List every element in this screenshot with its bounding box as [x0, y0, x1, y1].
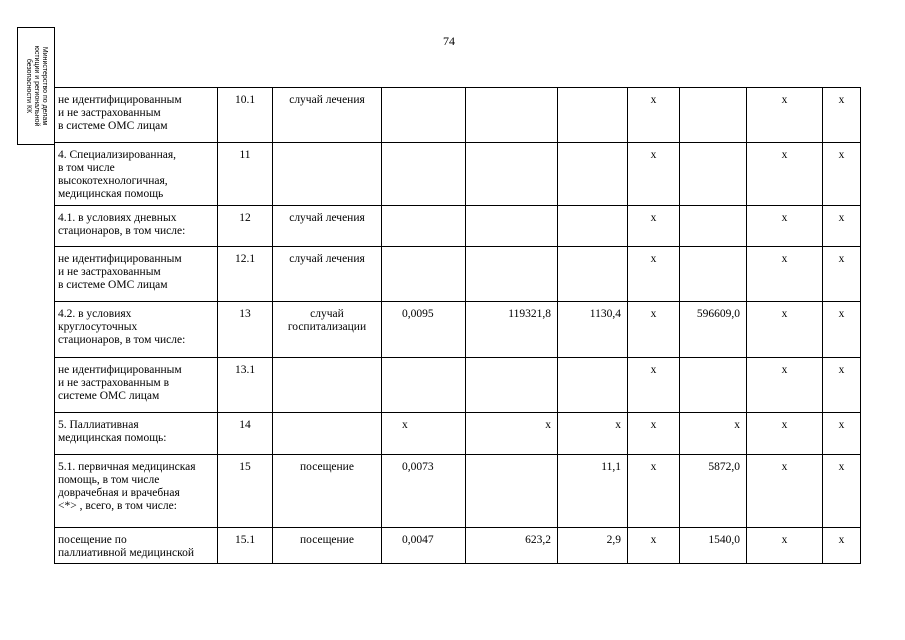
total-budget-cell-text: 5872,0: [708, 461, 740, 473]
stamp-line-2: юстиции и региональной: [33, 45, 40, 127]
volume-norm-cell-text: 0,0073: [402, 461, 434, 473]
table-row: [55, 358, 861, 413]
row-number-cell-text: 10.1: [234, 94, 256, 106]
share-cell-text: x: [838, 94, 845, 106]
per-capita-oms-cell: [628, 302, 680, 358]
row-name-cell: [55, 528, 218, 564]
registration-stamp: [17, 27, 55, 145]
table-row: [55, 528, 861, 564]
table-row: [55, 302, 861, 358]
per-capita-budget-cell: [558, 88, 628, 143]
cost-norm-cell: [466, 88, 558, 143]
row-name-cell-text: 4.1. в условиях дневных стационаров, в том числе:: [58, 212, 186, 237]
share-cell-text: x: [838, 308, 845, 320]
volume-norm-cell: [382, 302, 466, 358]
row-name-cell-text: 5.1. первичная медицинская помощь, в том числе доврачебная и врачебная <*> , всего, в том числе:: [58, 461, 196, 512]
share-cell: [823, 88, 861, 143]
unit-cell: [273, 302, 382, 358]
volume-norm-cell-text: x: [402, 419, 408, 431]
row-number-cell-text: 13.1: [234, 364, 256, 376]
row-name-cell: [55, 206, 218, 247]
stamp-text: [24, 30, 48, 142]
unit-cell-text: случай лечения: [289, 212, 365, 224]
share-cell: [823, 413, 861, 455]
share-cell: [823, 143, 861, 206]
row-name-cell-text: не идентифицированным и не застрахованным в системе ОМС лицам: [58, 253, 182, 291]
page-number: 74: [443, 34, 455, 48]
total-budget-cell: [680, 206, 747, 247]
total-oms-cell-text: x: [781, 419, 788, 431]
per-capita-budget-cell: [558, 455, 628, 528]
row-number-cell: [218, 528, 273, 564]
per-capita-budget-cell: [558, 247, 628, 302]
volume-norm-cell: [382, 206, 466, 247]
row-name-cell-text: 4. Специализированная, в том числе высокотехнологичная, медицинская помощь: [58, 149, 176, 200]
row-name-cell-text: посещение по паллиативной медицинской: [58, 534, 195, 559]
per-capita-budget-cell: [558, 358, 628, 413]
per-capita-oms-cell-text: x: [650, 212, 657, 224]
total-oms-cell-text: x: [781, 364, 788, 376]
per-capita-oms-cell-text: x: [650, 94, 657, 106]
per-capita-oms-cell: [628, 206, 680, 247]
cost-norm-cell-text: 119321,8: [508, 308, 551, 320]
row-name-cell: [55, 247, 218, 302]
row-number-cell: [218, 302, 273, 358]
row-number-cell-text: 15.1: [234, 534, 256, 546]
cost-norm-cell: [466, 247, 558, 302]
total-oms-cell: [747, 206, 823, 247]
total-budget-cell-text: x: [734, 419, 740, 431]
total-oms-cell: [747, 528, 823, 564]
per-capita-budget-cell-text: 1130,4: [589, 308, 621, 320]
unit-cell: [273, 358, 382, 413]
cost-norm-cell-text: 623,2: [525, 534, 551, 546]
share-cell-text: x: [838, 253, 845, 265]
share-cell: [823, 455, 861, 528]
unit-cell: [273, 455, 382, 528]
total-oms-cell: [747, 88, 823, 143]
row-name-cell-text: 4.2. в условиях круглосуточных стационаров, в том числе:: [58, 308, 186, 346]
volume-norm-cell: [382, 358, 466, 413]
unit-cell-text: посещение: [300, 534, 354, 546]
cost-norm-cell-text: x: [545, 419, 551, 431]
cost-norm-cell: [466, 413, 558, 455]
per-capita-budget-cell: [558, 413, 628, 455]
per-capita-oms-cell-text: x: [650, 364, 657, 376]
unit-cell: [273, 143, 382, 206]
row-number-cell-text: 12: [239, 212, 251, 224]
total-oms-cell-text: x: [781, 253, 788, 265]
unit-cell-text: случай госпитализации: [287, 308, 367, 333]
total-oms-cell-text: x: [781, 212, 788, 224]
total-budget-cell: [680, 358, 747, 413]
row-number-cell: [218, 413, 273, 455]
row-name-cell: [55, 143, 218, 206]
share-cell: [823, 302, 861, 358]
row-name-cell: [55, 88, 218, 143]
unit-cell-text: посещение: [300, 461, 354, 473]
unit-cell-text: случай лечения: [289, 94, 365, 106]
share-cell: [823, 358, 861, 413]
per-capita-budget-cell: [558, 302, 628, 358]
total-oms-cell-text: x: [781, 461, 788, 473]
per-capita-oms-cell: [628, 413, 680, 455]
share-cell-text: x: [838, 461, 845, 473]
total-budget-cell: [680, 88, 747, 143]
unit-cell: [273, 528, 382, 564]
row-number-cell: [218, 206, 273, 247]
per-capita-oms-cell-text: x: [650, 149, 657, 161]
volume-norm-cell: [382, 528, 466, 564]
share-cell-text: x: [838, 364, 845, 376]
table-row: [55, 247, 861, 302]
table-row: [55, 206, 861, 247]
table-row: [55, 455, 861, 528]
cost-norm-cell: [466, 455, 558, 528]
row-name-cell: [55, 302, 218, 358]
per-capita-oms-cell-text: x: [650, 253, 657, 265]
row-number-cell-text: 13: [239, 308, 251, 320]
row-name-cell: [55, 455, 218, 528]
stamp-line-3: безопасности КК: [25, 58, 32, 114]
total-oms-cell: [747, 302, 823, 358]
row-number-cell: [218, 143, 273, 206]
total-oms-cell-text: x: [781, 308, 788, 320]
volume-norm-cell: [382, 88, 466, 143]
per-capita-budget-cell: [558, 206, 628, 247]
row-number-cell-text: 12.1: [234, 253, 256, 265]
row-number-cell-text: 15: [239, 461, 251, 473]
total-budget-cell: [680, 413, 747, 455]
share-cell: [823, 206, 861, 247]
share-cell-text: x: [838, 534, 845, 546]
total-budget-cell: [680, 143, 747, 206]
total-budget-cell: [680, 302, 747, 358]
total-oms-cell-text: x: [781, 149, 788, 161]
row-number-cell: [218, 358, 273, 413]
table-row: [55, 413, 861, 455]
per-capita-oms-cell-text: x: [650, 308, 657, 320]
share-cell: [823, 528, 861, 564]
row-number-cell: [218, 455, 273, 528]
row-number-cell-text: 14: [239, 419, 251, 431]
unit-cell: [273, 206, 382, 247]
per-capita-oms-cell: [628, 455, 680, 528]
row-number-cell-text: 11: [239, 149, 251, 161]
per-capita-budget-cell-text: 11,1: [601, 461, 621, 473]
per-capita-budget-cell: [558, 143, 628, 206]
total-budget-cell: [680, 455, 747, 528]
cost-norm-cell: [466, 143, 558, 206]
volume-norm-cell: [382, 143, 466, 206]
per-capita-oms-cell: [628, 88, 680, 143]
unit-cell: [273, 247, 382, 302]
table-row: [55, 88, 861, 143]
volume-norm-cell: [382, 455, 466, 528]
per-capita-oms-cell: [628, 528, 680, 564]
total-oms-cell: [747, 413, 823, 455]
per-capita-oms-cell: [628, 143, 680, 206]
row-name-cell-text: не идентифицированным и не застрахованным в системе ОМС лицам: [58, 364, 182, 402]
volume-norm-cell: [382, 247, 466, 302]
share-cell: [823, 247, 861, 302]
per-capita-budget-cell-text: x: [615, 419, 621, 431]
total-oms-cell-text: x: [781, 534, 788, 546]
norms-table: [54, 87, 861, 564]
row-name-cell: [55, 413, 218, 455]
per-capita-oms-cell: [628, 358, 680, 413]
per-capita-oms-cell-text: x: [650, 419, 657, 431]
share-cell-text: x: [838, 212, 845, 224]
cost-norm-cell: [466, 302, 558, 358]
share-cell-text: x: [838, 149, 845, 161]
cost-norm-cell: [466, 358, 558, 413]
row-name-cell-text: 5. Паллиативная медицинская помощь:: [58, 419, 167, 444]
total-oms-cell: [747, 247, 823, 302]
cost-norm-cell: [466, 528, 558, 564]
stamp-line-1: Министерство по делам: [41, 46, 48, 126]
total-oms-cell: [747, 455, 823, 528]
total-budget-cell: [680, 247, 747, 302]
total-oms-cell: [747, 358, 823, 413]
unit-cell-text: случай лечения: [289, 253, 365, 265]
per-capita-budget-cell-text: 2,9: [606, 534, 621, 546]
total-oms-cell-text: x: [781, 94, 788, 106]
per-capita-oms-cell: [628, 247, 680, 302]
row-name-cell: [55, 358, 218, 413]
per-capita-budget-cell: [558, 528, 628, 564]
cost-norm-cell: [466, 206, 558, 247]
volume-norm-cell-text: 0,0095: [402, 308, 434, 320]
total-budget-cell: [680, 528, 747, 564]
row-name-cell-text: не идентифицированным и не застрахованным в системе ОМС лицам: [58, 94, 182, 132]
unit-cell: [273, 88, 382, 143]
total-budget-cell-text: 596609,0: [696, 308, 740, 320]
per-capita-oms-cell-text: x: [650, 461, 657, 473]
table-row: [55, 143, 861, 206]
share-cell-text: x: [838, 419, 845, 431]
unit-cell: [273, 413, 382, 455]
total-budget-cell-text: 1540,0: [708, 534, 740, 546]
row-number-cell: [218, 247, 273, 302]
volume-norm-cell-text: 0,0047: [402, 534, 434, 546]
total-oms-cell: [747, 143, 823, 206]
volume-norm-cell: [382, 413, 466, 455]
row-number-cell: [218, 88, 273, 143]
per-capita-oms-cell-text: x: [650, 534, 657, 546]
